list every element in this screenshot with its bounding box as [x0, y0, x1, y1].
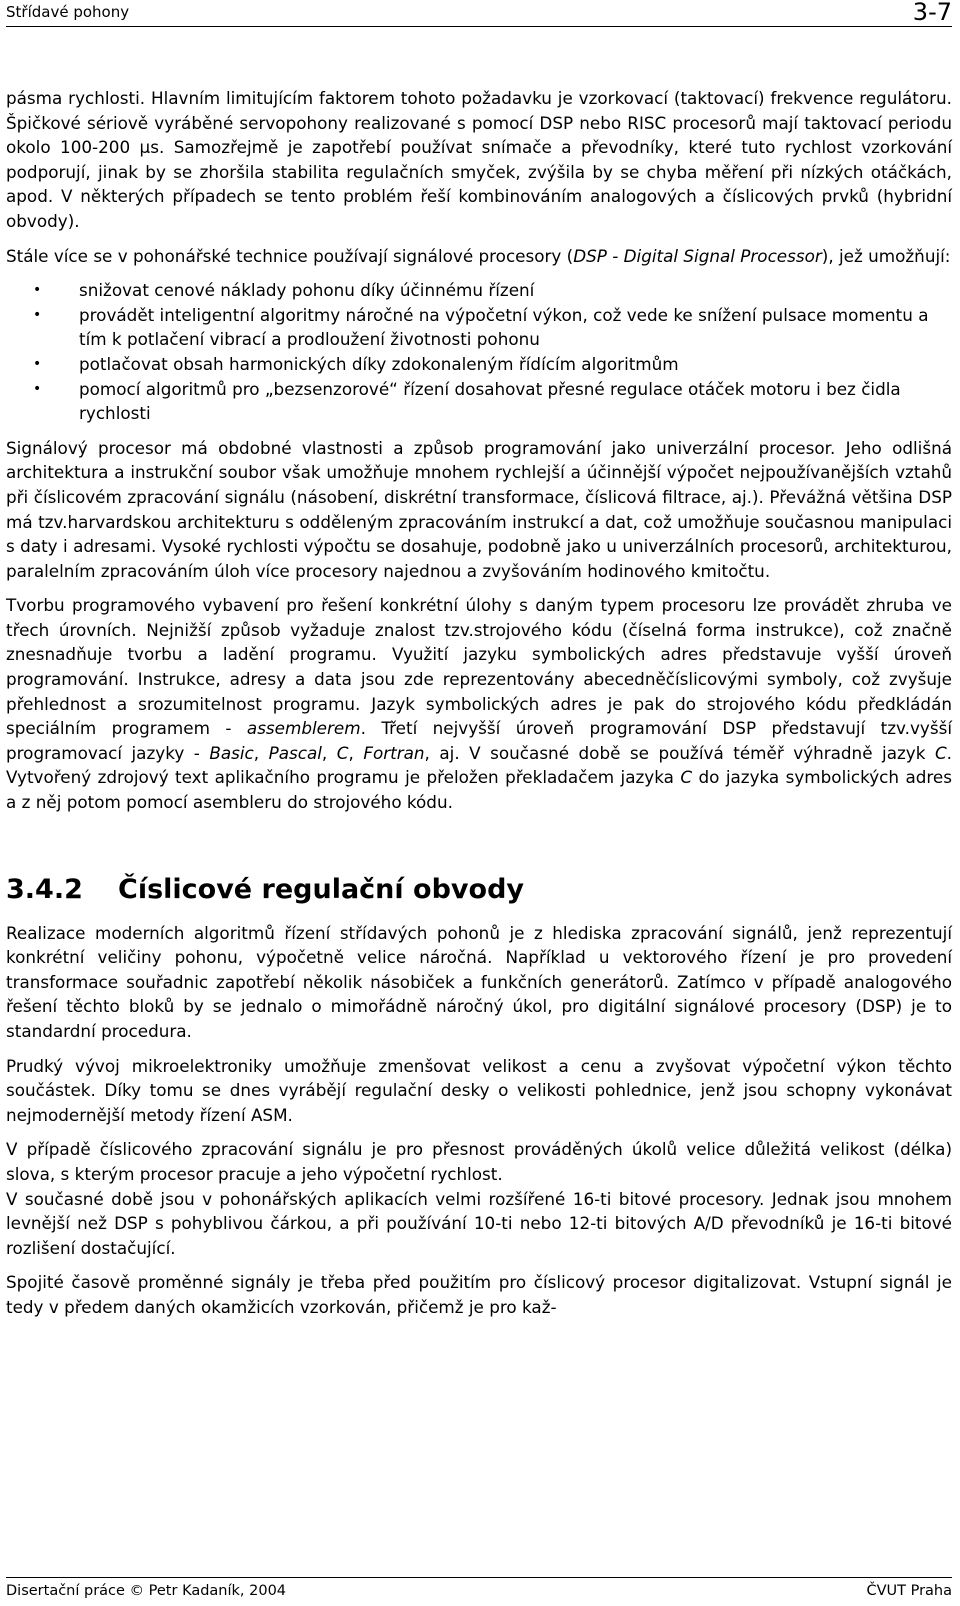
page-header: [6, 0, 952, 27]
dsp-benefits-list: [6, 278, 952, 426]
section-heading: [6, 873, 952, 907]
text-run: , aj. V současné době se používá téměř výhradně jazyk: [424, 742, 935, 763]
text-italic: C: [336, 742, 349, 763]
list-item: [6, 352, 952, 377]
text-run: Tvorbu programového vybavení pro řešení konkrétní úlohy s daným typem procesoru lze provádět zhruba ve třech úrovních. Nejnižší způsob vyžaduje znalost tzv.strojového kódu (číselná forma instrukce), což značně znesnadňuje tvorbu a ladění programu. Využití jazyku symbolických adres představuje vyšší úroveň programování. Instrukce, adresy a data jsou zde reprezentovány abecedněčíslicovými symboly, což zvyšuje přehlednost a srozumitelnost programu. Jazyk symbolických adres je pak do strojového kódu předkládán speciálním programem -: [6, 595, 952, 739]
footer-institution: ČVUT Praha: [866, 1583, 952, 1599]
list-item: [6, 377, 952, 426]
text-run: . Vytvořený zdrojový text aplikačního programu je přeložen překladačem jazyka: [6, 742, 952, 788]
paragraph-sampling: pásma rychlosti. Hlavním limitujícím faktorem tohoto požadavku je vzorkovací (taktovací) frekvence regulátoru. Špičkové sériově vyráběné servopohony realizované s pomocí DSP nebo RISC procesorů mají taktovací periodu okolo 100-200 μs. Samozřejmě je zapotřebí používat snímače a převodníky, které tuto rychlost vzorkování podporují, jinak by se zhoršila stabilita regulačních smyček, zvýšila by se chyba měření při nízkých otáčkách, apod. V některých případech se tento problém řeší kombinováním analogových a číslicových prvků (hybridní obvody).: [6, 88, 952, 231]
paragraph-word-length: [6, 1137, 952, 1260]
text-italic: Fortran: [363, 742, 425, 763]
text-italic: C: [934, 742, 947, 763]
paragraph-signal-processor: Signálový procesor má obdobné vlastnosti a způsob programování jako univerzální procesor. Jeho odlišná architektura a instrukční soubor však umožňuje mnohem rychlejší a účinnější výpočet nejpoužívanějších vztahů při číslicovém zpracování signálu (násobení, diskrétní transformace, číslicová filtrace, aj.). Převážná většina DSP má tzv.harvardskou architekturu s odděleným zpracováním instrukcí a dat, což umožňuje současnou manipulaci s daty i adresami. Vysoké rychlosti výpočtu se dosahuje, podobně jako u univerzálních procesorů, architekturou, paralelním zpracováním úloh více procesory najednou a zvyšováním hodinového kmitočtu.: [6, 437, 952, 581]
text-run: ,: [321, 742, 337, 763]
dsp-definition: DSP - Digital Signal Processor: [573, 245, 822, 266]
section-number: 3.4.2: [6, 873, 83, 905]
page-number: 3-7: [912, 0, 952, 26]
page-body: [6, 86, 952, 1330]
list-item-text: snižovat cenové náklady pohonu díky účinnému řízení: [79, 280, 535, 301]
text-italic: assemblerem: [246, 718, 361, 739]
paragraph-dsp-intro: [6, 244, 952, 269]
text-run: ), jež umožňují:: [821, 245, 951, 266]
bullet-icon: •: [33, 282, 42, 299]
text-run: do jazyka symbolických adres a z něj potom pomocí asembleru do strojového kódu.: [6, 767, 952, 813]
section-title: Číslicové regulační obvody: [118, 873, 525, 905]
text-italic: Pascal: [268, 742, 322, 763]
list-item-text: provádět inteligentní algoritmy náročné na výpočetní výkon, což vede ke snížení pulsace momentu a tím k potlačení vibrací a prodloužení životnosti pohonu: [79, 304, 929, 350]
text-run: V současné době jsou v pohonářských aplikacích velmi rozšířené 16-ti bitové procesory. Jednak jsou mnohem levnější než DSP s pohyblivou čárkou, a při používání 10-ti nebo 12-ti bitových A/D převodníků je 16-ti bitové rozlišení dostačující.: [6, 1188, 952, 1258]
footer-author: Disertační práce © Petr Kadaník, 2004: [6, 1583, 287, 1599]
paragraph-digital-control: Realizace moderních algoritmů řízení střídavých pohonů je z hlediska zpracování signálů, jenž reprezentují konkrétní veličiny pohonu, výpočetně velice náročná. Například u vektorového řízení je pro provedení transformace souřadnic zapotřebí několik násobiček a funkčních generátorů. Zatímco v případě analogového řešení těchto bloků by se jednalo o mimořádně náročný úkol, pro digitální signálové procesory (DSP) je to standardní procedura.: [6, 922, 952, 1041]
paragraph-digitization: Spojité časově proměnné signály je třeba před použitím pro číslicový procesor digitalizovat. Vstupní signál je tedy v předem daných okamžicích vzorkován, přičemž je pro kaž-: [6, 1272, 952, 1317]
bullet-icon: •: [33, 355, 42, 372]
paragraph-microelectronics: Prudký vývoj mikroelektroniky umožňuje zmenšovat velikost a cenu a zvyšovat výpočetní výkon těchto součástek. Díky tomu se dnes vyrábějí regulační desky o velikosti pohlednice, jenž jsou schopny vykonávat nejmodernější metody řízení ASM.: [6, 1055, 952, 1125]
list-item-text: potlačovat obsah harmonických díky zdokonaleným řídícím algoritmům: [79, 353, 679, 374]
text-italic: Basic: [209, 742, 254, 763]
text-italic: C: [680, 767, 693, 788]
page-footer: [6, 1577, 952, 1606]
text-run: Stále více se v pohonářské technice používají signálové procesory (: [6, 245, 574, 266]
text-run: . Třetí nejvyšší úroveň programování DSP představují tzv.vyšší programovací jazyky -: [6, 718, 952, 763]
list-item: [6, 278, 952, 303]
list-item-text: pomocí algoritmů pro „bezsenzorové“ řízení dosahovat přesné regulace otáček motoru i bez čidla rychlosti: [79, 378, 901, 424]
text-run: ,: [348, 742, 364, 763]
chapter-title: Střídavé pohony: [6, 3, 130, 21]
bullet-icon: •: [33, 306, 42, 323]
text-run: V případě číslicového zpracování signálu je pro přesnost prováděných úkolů velice důležitá velikost (délka) slova, s kterým procesor pracuje a jeho výpočetní rychlost.: [6, 1139, 952, 1184]
bullet-icon: •: [33, 380, 42, 397]
text-run: ,: [253, 742, 269, 763]
paragraph-programming-levels: [6, 593, 952, 814]
list-item: [6, 303, 952, 352]
